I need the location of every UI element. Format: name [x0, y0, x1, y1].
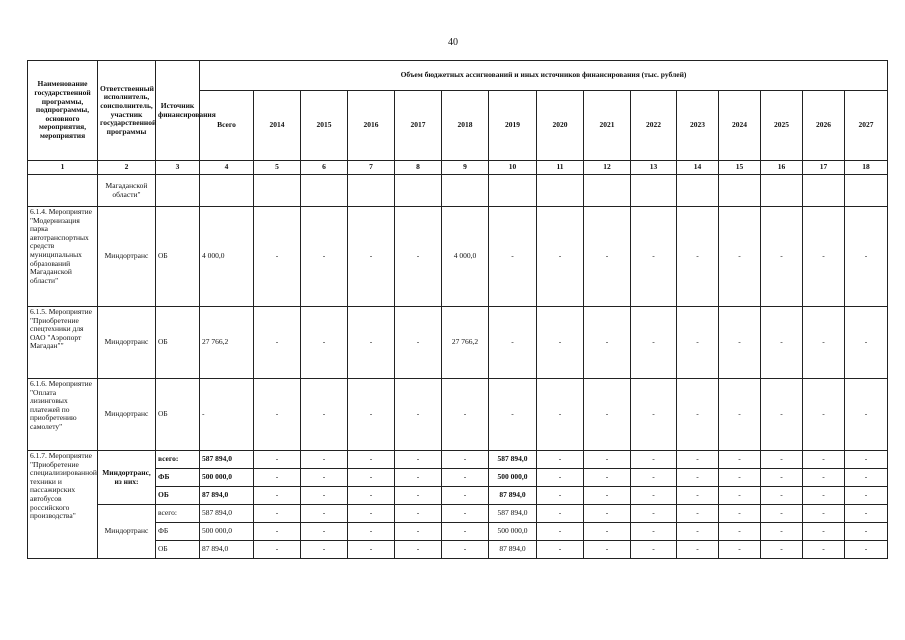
block-value: - — [442, 487, 489, 505]
block-value: - — [442, 523, 489, 541]
block-value: - — [803, 505, 845, 523]
block-value: - — [348, 505, 395, 523]
block-responsible-1: Миндортранс, из них: — [98, 451, 156, 505]
header-year-2021: 2021 — [584, 91, 631, 161]
block-total: 587 894,0 — [200, 451, 254, 469]
block-value: - — [395, 523, 442, 541]
empty-cell — [803, 175, 845, 207]
row-value: - — [395, 379, 442, 451]
empty-cell — [301, 175, 348, 207]
row-value: - — [584, 207, 631, 307]
block-value: - — [719, 451, 761, 469]
block-value: - — [803, 469, 845, 487]
block-value: 587 894,0 — [489, 505, 537, 523]
header-year-2024: 2024 — [719, 91, 761, 161]
row-value: - — [348, 307, 395, 379]
row-total: - — [200, 379, 254, 451]
block-value: - — [803, 541, 845, 559]
row-value: 27 766,2 — [442, 307, 489, 379]
block-value: 587 894,0 — [489, 451, 537, 469]
block-value: - — [845, 523, 888, 541]
row-value: - — [537, 379, 584, 451]
block-total: 587 894,0 — [200, 505, 254, 523]
col-number: 9 — [442, 161, 489, 175]
table-row — [28, 207, 888, 307]
row-value: - — [761, 207, 803, 307]
block-value: - — [631, 451, 677, 469]
block-value: - — [761, 541, 803, 559]
row-value: - — [761, 379, 803, 451]
header-year-2015: 2015 — [301, 91, 348, 161]
header-source: Источник финансирования — [156, 61, 200, 161]
block-name: 6.1.7. Мероприятие "Приобретение специализированной техники и пассажирских автобусов российского производства" — [28, 451, 98, 559]
block-value: - — [761, 523, 803, 541]
empty-cell — [537, 175, 584, 207]
row-value: - — [719, 207, 761, 307]
table-row — [28, 379, 888, 451]
row-value: - — [803, 307, 845, 379]
row-value: - — [301, 379, 348, 451]
block-value: - — [719, 505, 761, 523]
row-value: - — [254, 379, 301, 451]
empty-cell — [677, 175, 719, 207]
block-value: - — [631, 469, 677, 487]
block-value: - — [677, 505, 719, 523]
empty-cell — [156, 175, 200, 207]
table-row — [28, 541, 888, 559]
block-value: - — [803, 487, 845, 505]
block-value: - — [845, 469, 888, 487]
block-value: - — [301, 541, 348, 559]
header-year-2018: 2018 — [442, 91, 489, 161]
block-value: - — [719, 541, 761, 559]
block-value: - — [442, 451, 489, 469]
header-name: Наименование государственной программы, подпрограммы, основного мероприятия, мероприятия — [28, 61, 98, 161]
col-number: 13 — [631, 161, 677, 175]
header-year-2016: 2016 — [348, 91, 395, 161]
block-value: - — [631, 541, 677, 559]
row-value: - — [254, 207, 301, 307]
block-value: - — [677, 487, 719, 505]
row-value: - — [631, 307, 677, 379]
block-source: всего: — [156, 505, 200, 523]
block-value: - — [395, 505, 442, 523]
table-row — [28, 307, 888, 379]
row-name: 6.1.4. Мероприятие "Модернизация парка автотранспортных средств муниципальных образований Магаданской области" — [28, 207, 98, 307]
table-row — [28, 469, 888, 487]
block-value: - — [845, 505, 888, 523]
empty-cell — [761, 175, 803, 207]
block-value: - — [301, 523, 348, 541]
block-value: - — [537, 451, 584, 469]
row-value: - — [395, 207, 442, 307]
row-value: - — [845, 379, 888, 451]
block-value: - — [254, 487, 301, 505]
row-name: 6.1.6. Мероприятие "Оплата лизинговых платежей по приобретению самолету" — [28, 379, 98, 451]
row-value: - — [489, 379, 537, 451]
block-responsible-2: Миндортранс — [98, 505, 156, 559]
block-value: - — [761, 451, 803, 469]
row-total: 4 000,0 — [200, 207, 254, 307]
col-number: 12 — [584, 161, 631, 175]
block-value: - — [761, 487, 803, 505]
row-value: - — [677, 379, 719, 451]
block-value: - — [395, 469, 442, 487]
block-value: - — [301, 505, 348, 523]
row-value: 4 000,0 — [442, 207, 489, 307]
block-value: - — [719, 487, 761, 505]
block-value: - — [845, 487, 888, 505]
block-source: ОБ — [156, 541, 200, 559]
block-value: - — [584, 469, 631, 487]
header-total: Всего — [200, 91, 254, 161]
block-value: - — [537, 469, 584, 487]
block-value: - — [254, 451, 301, 469]
empty-cell — [631, 175, 677, 207]
row-value: - — [489, 307, 537, 379]
block-value: - — [301, 487, 348, 505]
header-responsible: Ответственный исполнитель, соисполнитель, участник государственной программы — [98, 61, 156, 161]
block-value: - — [254, 469, 301, 487]
row-total: 27 766,2 — [200, 307, 254, 379]
row-value: - — [395, 307, 442, 379]
block-value: - — [348, 523, 395, 541]
row-value: - — [845, 307, 888, 379]
block-value: - — [677, 541, 719, 559]
block-value: - — [761, 469, 803, 487]
header-year-2014: 2014 — [254, 91, 301, 161]
row-value: - — [301, 207, 348, 307]
block-value: 500 000,0 — [489, 469, 537, 487]
row-value: - — [537, 207, 584, 307]
budget-table — [27, 60, 888, 559]
block-value: - — [395, 487, 442, 505]
block-value: - — [348, 487, 395, 505]
row-responsible: Миндортранс — [98, 207, 156, 307]
row-source: ОБ — [156, 307, 200, 379]
row-value: - — [348, 379, 395, 451]
block-value: - — [254, 505, 301, 523]
header-year-2023: 2023 — [677, 91, 719, 161]
block-value: - — [677, 451, 719, 469]
block-value: - — [631, 487, 677, 505]
header-year-2026: 2026 — [803, 91, 845, 161]
row-value: - — [803, 379, 845, 451]
block-source: ФБ — [156, 469, 200, 487]
table-row — [28, 487, 888, 505]
block-value: - — [348, 451, 395, 469]
header-year-2027: 2027 — [845, 91, 888, 161]
block-value: - — [395, 451, 442, 469]
row-value: - — [489, 207, 537, 307]
empty-cell — [348, 175, 395, 207]
page-number: 40 — [448, 37, 458, 48]
block-value: 87 894,0 — [489, 487, 537, 505]
block-value: - — [395, 541, 442, 559]
row-value: - — [677, 307, 719, 379]
row-value: - — [442, 379, 489, 451]
empty-cell — [442, 175, 489, 207]
row-value: - — [348, 207, 395, 307]
row-value: - — [677, 207, 719, 307]
block-value: 87 894,0 — [489, 541, 537, 559]
col-number: 4 — [200, 161, 254, 175]
header-year-2019: 2019 — [489, 91, 537, 161]
block-value: - — [761, 505, 803, 523]
row-value: - — [301, 307, 348, 379]
block-total: 500 000,0 — [200, 523, 254, 541]
row-value: - — [803, 207, 845, 307]
block-value: - — [537, 523, 584, 541]
row-value: - — [719, 307, 761, 379]
block-value: - — [348, 541, 395, 559]
block-value: - — [442, 505, 489, 523]
row-source: ОБ — [156, 207, 200, 307]
block-value: - — [719, 469, 761, 487]
empty-cell — [200, 175, 254, 207]
row-value: - — [254, 307, 301, 379]
block-value: - — [301, 451, 348, 469]
col-number: 10 — [489, 161, 537, 175]
col-number: 2 — [98, 161, 156, 175]
col-number: 3 — [156, 161, 200, 175]
row-source: ОБ — [156, 379, 200, 451]
block-total: 87 894,0 — [200, 487, 254, 505]
col-number: 15 — [719, 161, 761, 175]
block-value: - — [803, 451, 845, 469]
row-value: - — [719, 379, 761, 451]
header-year-2025: 2025 — [761, 91, 803, 161]
header-volume: Объем бюджетных ассигнований и иных источников финансирования (тыс. рублей) — [200, 61, 888, 91]
table-row — [28, 505, 888, 523]
block-value: - — [584, 451, 631, 469]
continued-name — [28, 175, 98, 207]
block-value: - — [845, 451, 888, 469]
col-number: 17 — [803, 161, 845, 175]
row-value: - — [845, 207, 888, 307]
empty-cell — [845, 175, 888, 207]
header-year-2020: 2020 — [537, 91, 584, 161]
continued-responsible: Магаданской области" — [98, 175, 156, 207]
block-value: - — [348, 469, 395, 487]
block-value: - — [677, 523, 719, 541]
row-responsible: Миндортранс — [98, 307, 156, 379]
block-value: - — [254, 523, 301, 541]
block-value: - — [442, 541, 489, 559]
block-value: - — [254, 541, 301, 559]
block-value: - — [301, 469, 348, 487]
col-number: 18 — [845, 161, 888, 175]
row-value: - — [631, 379, 677, 451]
row-value: - — [584, 379, 631, 451]
block-value: - — [631, 505, 677, 523]
block-value: - — [442, 469, 489, 487]
empty-cell — [719, 175, 761, 207]
block-value: - — [631, 523, 677, 541]
block-value: 500 000,0 — [489, 523, 537, 541]
row-value: - — [537, 307, 584, 379]
block-value: - — [584, 541, 631, 559]
block-value: - — [677, 469, 719, 487]
block-value: - — [584, 505, 631, 523]
col-number: 14 — [677, 161, 719, 175]
block-source: всего: — [156, 451, 200, 469]
empty-cell — [584, 175, 631, 207]
block-value: - — [537, 541, 584, 559]
empty-cell — [254, 175, 301, 207]
empty-cell — [395, 175, 442, 207]
block-source: ОБ — [156, 487, 200, 505]
block-value: - — [803, 523, 845, 541]
block-source: ФБ — [156, 523, 200, 541]
block-value: - — [537, 487, 584, 505]
col-number: 5 — [254, 161, 301, 175]
col-number: 7 — [348, 161, 395, 175]
col-number: 6 — [301, 161, 348, 175]
col-number: 16 — [761, 161, 803, 175]
row-name: 6.1.5. Мероприятие "Приобретение спецтехники для ОАО "Аэропорт Магадан"" — [28, 307, 98, 379]
block-value: - — [584, 487, 631, 505]
block-total: 87 894,0 — [200, 541, 254, 559]
row-responsible: Миндортранс — [98, 379, 156, 451]
block-value: - — [845, 541, 888, 559]
block-total: 500 000,0 — [200, 469, 254, 487]
col-number: 8 — [395, 161, 442, 175]
row-value: - — [631, 207, 677, 307]
col-number: 11 — [537, 161, 584, 175]
block-value: - — [584, 523, 631, 541]
table-row — [28, 451, 888, 469]
header-year-2022: 2022 — [631, 91, 677, 161]
table-row — [28, 523, 888, 541]
header-year-2017: 2017 — [395, 91, 442, 161]
block-value: - — [719, 523, 761, 541]
block-value: - — [537, 505, 584, 523]
col-number: 1 — [28, 161, 98, 175]
row-value: - — [584, 307, 631, 379]
empty-cell — [489, 175, 537, 207]
row-value: - — [761, 307, 803, 379]
